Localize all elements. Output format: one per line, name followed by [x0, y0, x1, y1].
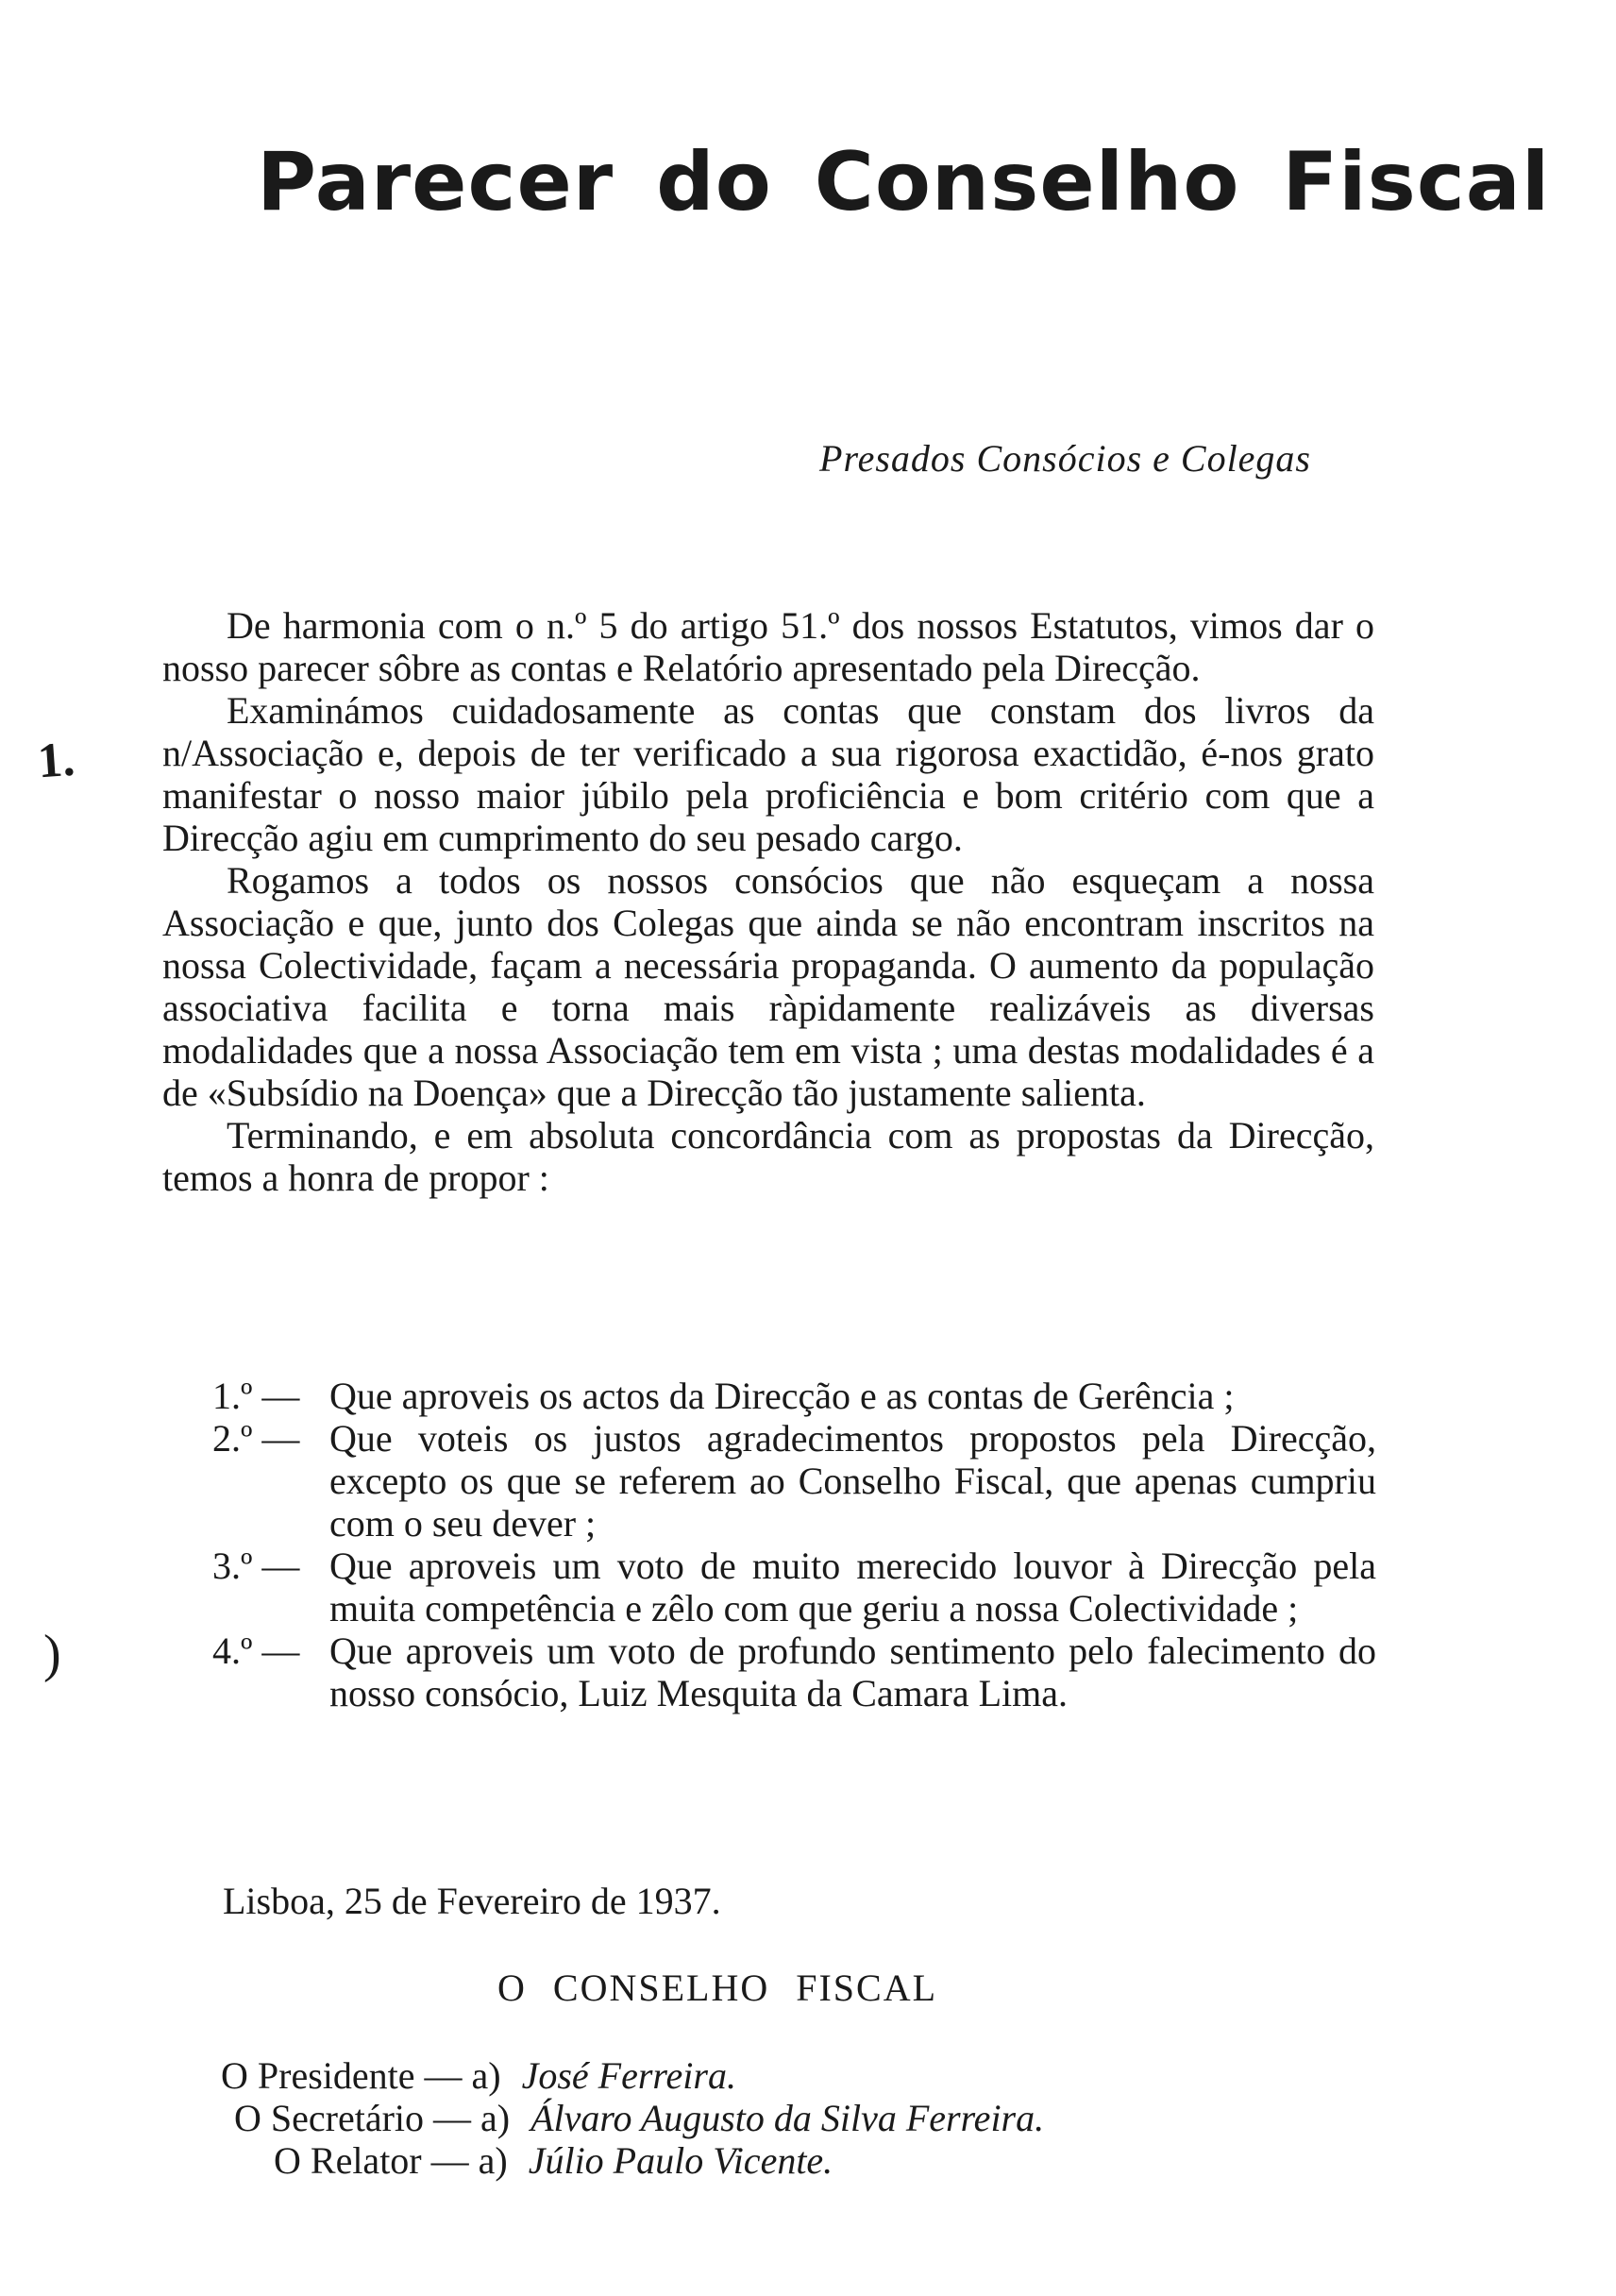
- signature-name: Álvaro Augusto da Silva Ferreira.: [530, 2097, 1045, 2139]
- date-line: Lisboa, 25 de Fevereiro de 1937.: [223, 1880, 721, 1922]
- body-text: [162, 604, 1374, 1199]
- signature-president: [221, 2054, 736, 2097]
- proposal-item: [212, 1629, 1376, 1714]
- paragraph-accounts: Examinámos cuidadosamente as contas que constam dos livros da n/Associação e, depois de ter verificado a sua rigorosa exactidão, é-nos grato manifestar o nosso maior júbilo pela proficiência e bom critério com que a Direcção agiu em cumprimento do seu pesado cargo.: [162, 689, 1374, 859]
- proposal-text: Que voteis os justos agradecimentos propostos pela Direcção, excepto os que se referem ao Conselho Fiscal, que apenas cumpriu com o seu dever ;: [329, 1417, 1376, 1545]
- proposal-item: [212, 1545, 1376, 1629]
- margin-mark: ): [43, 1625, 61, 1683]
- page-title: Parecer do Conselho Fiscal: [257, 135, 1551, 229]
- proposal-number: 4.º —: [212, 1629, 300, 1672]
- margin-mark: 1.: [36, 732, 76, 789]
- signature-name: José Ferreira.: [521, 2054, 736, 2097]
- proposal-number: 2.º —: [212, 1417, 300, 1460]
- council-heading: O CONSELHO FISCAL: [497, 1967, 938, 2009]
- signature-secretary: [234, 2097, 1044, 2139]
- proposal-number: 3.º —: [212, 1545, 300, 1587]
- signature-role: O Secretário — a): [234, 2097, 511, 2139]
- signature-name: Júlio Paulo Vicente.: [528, 2139, 833, 2182]
- proposal-number: 1.º —: [212, 1375, 300, 1417]
- salutation: Presados Consócios e Colegas: [819, 437, 1311, 480]
- proposal-item: [212, 1375, 1376, 1417]
- proposal-text: Que aproveis um voto de profundo sentimento pelo falecimento do nosso consócio, Luiz Mesquita da Camara Lima.: [329, 1629, 1376, 1714]
- proposals-list: [212, 1375, 1376, 1714]
- paragraph-intro: De harmonia com o n.º 5 do artigo 51.º dos nossos Estatutos, vimos dar o nosso parecer sôbre as contas e Relatório apresentado pela Direcção.: [162, 604, 1374, 689]
- proposal-item: [212, 1417, 1376, 1545]
- paragraph-appeal: Rogamos a todos os nossos consócios que não esqueçam a nossa Associação e que, junto dos Colegas que ainda se não encontram inscritos na nossa Colectividade, façam a necessária propaganda. O aumento da população associativa facilita e torna mais ràpidamente realizáveis as diversas modalidades que a nossa Associação tem em vista ; uma destas modalidades é a de «Subsídio na Doença» que a Direcção tão justamente salienta.: [162, 859, 1374, 1114]
- signature-role: O Relator — a): [274, 2139, 508, 2182]
- signature-role: O Presidente — a): [221, 2054, 501, 2097]
- proposal-text: Que aproveis os actos da Direcção e as contas de Gerência ;: [329, 1375, 1235, 1417]
- paragraph-conclusion: Terminando, e em absoluta concordância com as propostas da Direcção, temos a honra de propor :: [162, 1114, 1374, 1199]
- proposal-text: Que aproveis um voto de muito merecido louvor à Direcção pela muita competência e zêlo com que geriu a nossa Colectividade ;: [329, 1545, 1376, 1629]
- signature-rapporteur: [274, 2139, 833, 2182]
